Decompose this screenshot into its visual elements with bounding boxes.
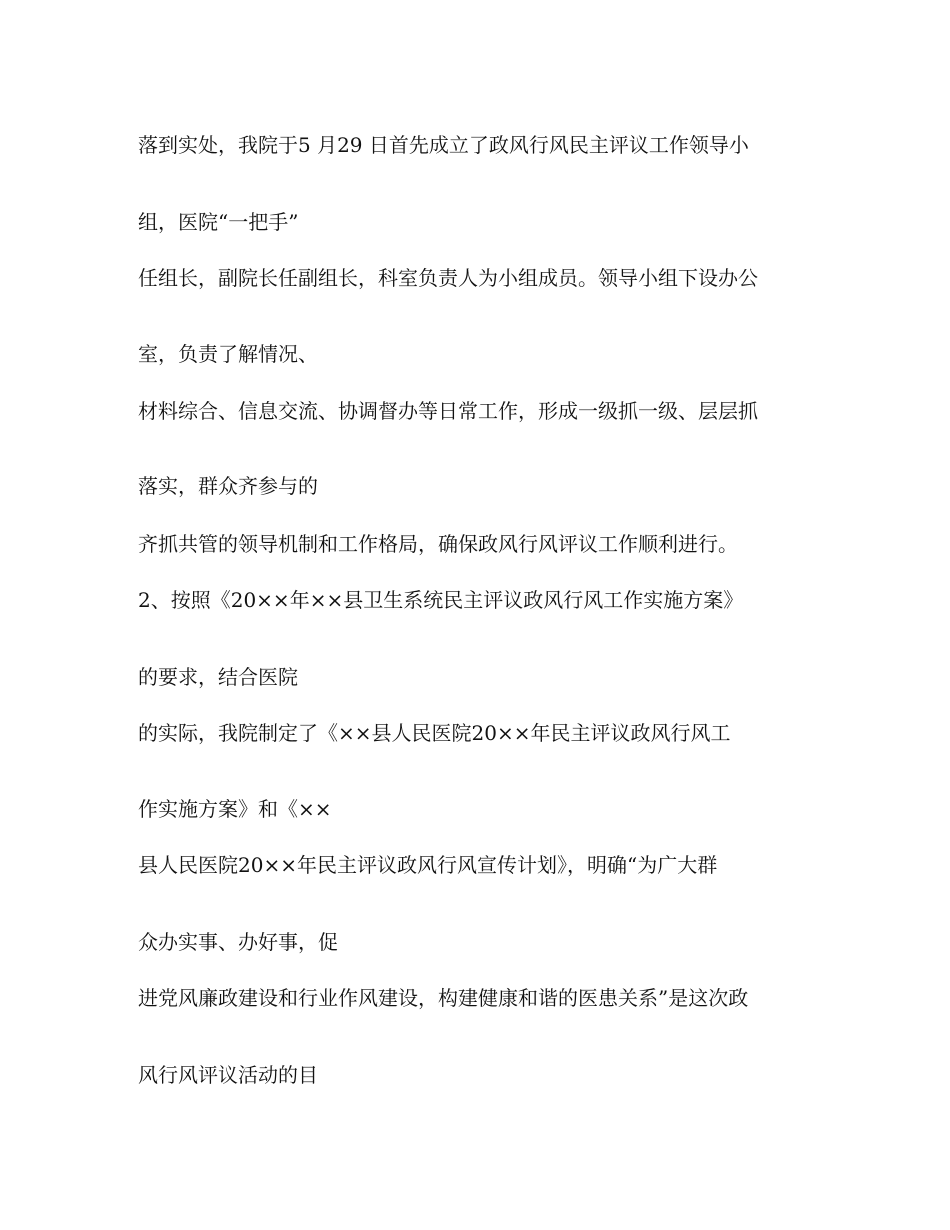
text-line-3: 任组长，副院长任副组长，科室负责人为小组成员。领导小组下设办公	[138, 266, 758, 290]
text-line-2: 组，医院“一把手”	[138, 210, 299, 234]
text-line-9: 的要求，结合医院	[138, 665, 298, 689]
text-line-10: 的实际，我院制定了《××县人民医院20××年民主评议政风行风工	[138, 721, 731, 745]
text-line-7: 齐抓共管的领导机制和工作格局，确保政风行风评议工作顺利进行。	[138, 532, 738, 556]
text-line-11: 作实施方案》和《××	[138, 797, 332, 821]
text-line-12: 县人民医院20××年民主评议政风行风宣传计划》，明确“为广大群	[138, 853, 718, 877]
text-line-8: 2、按照《20××年××县卫生系统民主评议政风行风工作实施方案》	[138, 588, 744, 612]
text-line-1: 落到实处，我院于5 月29 日首先成立了政风行风民主评议工作领导小	[138, 133, 749, 157]
text-line-5: 材料综合、信息交流、协调督办等日常工作，形成一级抓一级、层层抓	[138, 399, 758, 423]
text-line-4: 室，负责了解情况、	[138, 342, 318, 366]
text-line-14: 进党风廉政建设和行业作风建设，构建健康和谐的医患关系”是这次政	[138, 986, 749, 1010]
text-line-15: 风行风评议活动的目	[138, 1063, 318, 1087]
text-line-6: 落实，群众齐参与的	[138, 474, 318, 498]
text-line-13: 众办实事、办好事，促	[138, 930, 338, 954]
